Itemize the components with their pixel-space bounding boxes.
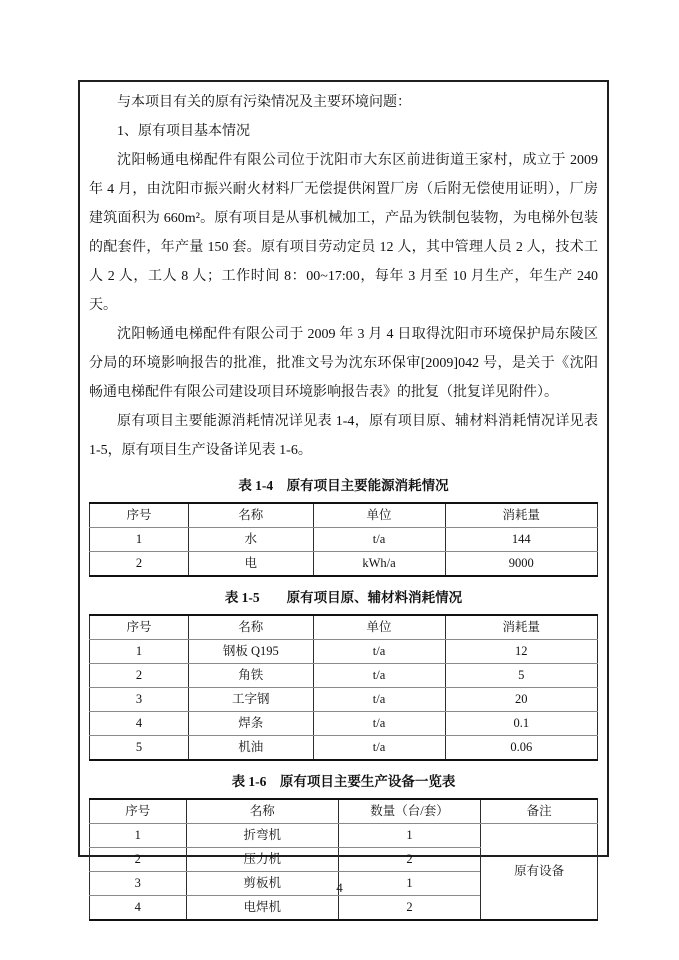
table-header-cell: 单位 bbox=[313, 503, 445, 528]
table-cell: 20 bbox=[445, 688, 597, 712]
table-header-row bbox=[90, 615, 598, 640]
table-header-cell: 消耗量 bbox=[445, 615, 597, 640]
table-header-cell: 名称 bbox=[186, 799, 338, 824]
table-row bbox=[90, 712, 598, 736]
table-cell: 3 bbox=[90, 872, 187, 896]
paragraph-intro: 与本项目有关的原有污染情况及主要环境问题： bbox=[117, 95, 411, 110]
table-cell: 2 bbox=[338, 848, 480, 872]
table-cell: 角铁 bbox=[189, 664, 313, 688]
table-cell: 1 bbox=[338, 824, 480, 848]
table-1-4-caption: 表 1-4 原有项目主要能源消耗情况 bbox=[238, 478, 449, 493]
table-cell: 2 bbox=[90, 664, 189, 688]
table-cell: 焊条 bbox=[189, 712, 313, 736]
table-cell: t/a bbox=[313, 736, 445, 761]
table-cell: 0.1 bbox=[445, 712, 597, 736]
table-cell: 1 bbox=[90, 824, 187, 848]
table-cell: 0.06 bbox=[445, 736, 597, 761]
paragraph-approval-info: 沈阳畅通电梯配件有限公司于 2009 年 3 月 4 日取得沈阳市环境保护局东陵区分局的环境影响报告的批准，批准文号为沈东环保审[2009]042 号，是关于《沈阳畅通电梯配件有限公司建设项目环境影响报告表》的批复（批复详见附件）。 bbox=[89, 327, 598, 400]
table-merged-note-cell: 原有设备 bbox=[481, 824, 598, 921]
table-cell: 1 bbox=[90, 528, 189, 552]
table-cell: 1 bbox=[90, 640, 189, 664]
table-header-cell: 备注 bbox=[481, 799, 598, 824]
table-header-row bbox=[90, 799, 598, 824]
table-cell: 5 bbox=[90, 736, 189, 761]
table-cell: 12 bbox=[445, 640, 597, 664]
table-cell: 3 bbox=[90, 688, 189, 712]
table-row bbox=[90, 688, 598, 712]
paragraph-company-overview: 沈阳畅通电梯配件有限公司位于沈阳市大东区前进街道王家村，成立于 2009 年 4 月，由沈阳市振兴耐火材料厂无偿提供闲置厂房（后附无偿使用证明），厂房建筑面积为 660m²。原有项目是从事机械加工，产品为铁制包装物，为电梯外包装的配套件，年产量 150 套。原有项目劳动定员 12 人，其中管理人员 2 人，技术工人 2 人，工人 8 人；工作时间 8：00~17:00，每年 3 月至 10 月生产，年生产 240 天。 bbox=[89, 153, 598, 313]
table-header-cell: 序号 bbox=[90, 799, 187, 824]
table-cell: 压力机 bbox=[186, 848, 338, 872]
table-row bbox=[90, 736, 598, 761]
table-1-6-caption: 表 1-6 原有项目主要生产设备一览表 bbox=[231, 774, 456, 789]
table-row bbox=[90, 664, 598, 688]
table-1-5 bbox=[89, 614, 598, 761]
table-1-5-caption: 表 1-5 原有项目原、辅材料消耗情况 bbox=[224, 590, 463, 605]
table-cell: 钢板 Q195 bbox=[189, 640, 313, 664]
table-cell: t/a bbox=[313, 688, 445, 712]
table-1-4 bbox=[89, 502, 598, 577]
table-row bbox=[90, 552, 598, 577]
table-row bbox=[90, 640, 598, 664]
table-cell: 机油 bbox=[189, 736, 313, 761]
table-header-cell: 消耗量 bbox=[445, 503, 597, 528]
table-cell: t/a bbox=[313, 664, 445, 688]
table-header-cell: 序号 bbox=[90, 503, 189, 528]
table-cell: 折弯机 bbox=[186, 824, 338, 848]
table-row bbox=[90, 528, 598, 552]
table-cell: 2 bbox=[338, 896, 480, 921]
table-cell: 4 bbox=[90, 712, 189, 736]
table-header-cell: 单位 bbox=[313, 615, 445, 640]
table-header-cell: 名称 bbox=[189, 503, 313, 528]
table-cell: kWh/a bbox=[313, 552, 445, 577]
table-cell: 剪板机 bbox=[186, 872, 338, 896]
table-header-row bbox=[90, 503, 598, 528]
table-header-cell: 数量（台/套） bbox=[338, 799, 480, 824]
table-cell: 电 bbox=[189, 552, 313, 577]
table-cell: t/a bbox=[313, 528, 445, 552]
page-number: 4 bbox=[336, 880, 343, 895]
table-cell: 9000 bbox=[445, 552, 597, 577]
table-cell: t/a bbox=[313, 712, 445, 736]
table-cell: 水 bbox=[189, 528, 313, 552]
table-cell: 1 bbox=[338, 872, 480, 896]
table-cell: 电焊机 bbox=[186, 896, 338, 921]
table-cell: 4 bbox=[90, 896, 187, 921]
table-cell: 5 bbox=[445, 664, 597, 688]
table-cell: 工字钢 bbox=[189, 688, 313, 712]
table-cell: 2 bbox=[90, 848, 187, 872]
table-row bbox=[90, 824, 598, 848]
paragraph-table-references: 原有项目主要能源消耗情况详见表 1-4，原有项目原、辅材料消耗情况详见表 1-5，原有项目生产设备详见表 1-6。 bbox=[89, 414, 598, 458]
table-1-6 bbox=[89, 798, 598, 921]
table-cell: 144 bbox=[445, 528, 597, 552]
paragraph-section-heading: 1、原有项目基本情况 bbox=[117, 124, 250, 139]
table-cell: t/a bbox=[313, 640, 445, 664]
table-cell: 2 bbox=[90, 552, 189, 577]
table-header-cell: 名称 bbox=[189, 615, 313, 640]
table-header-cell: 序号 bbox=[90, 615, 189, 640]
content-border-box bbox=[78, 80, 609, 915]
